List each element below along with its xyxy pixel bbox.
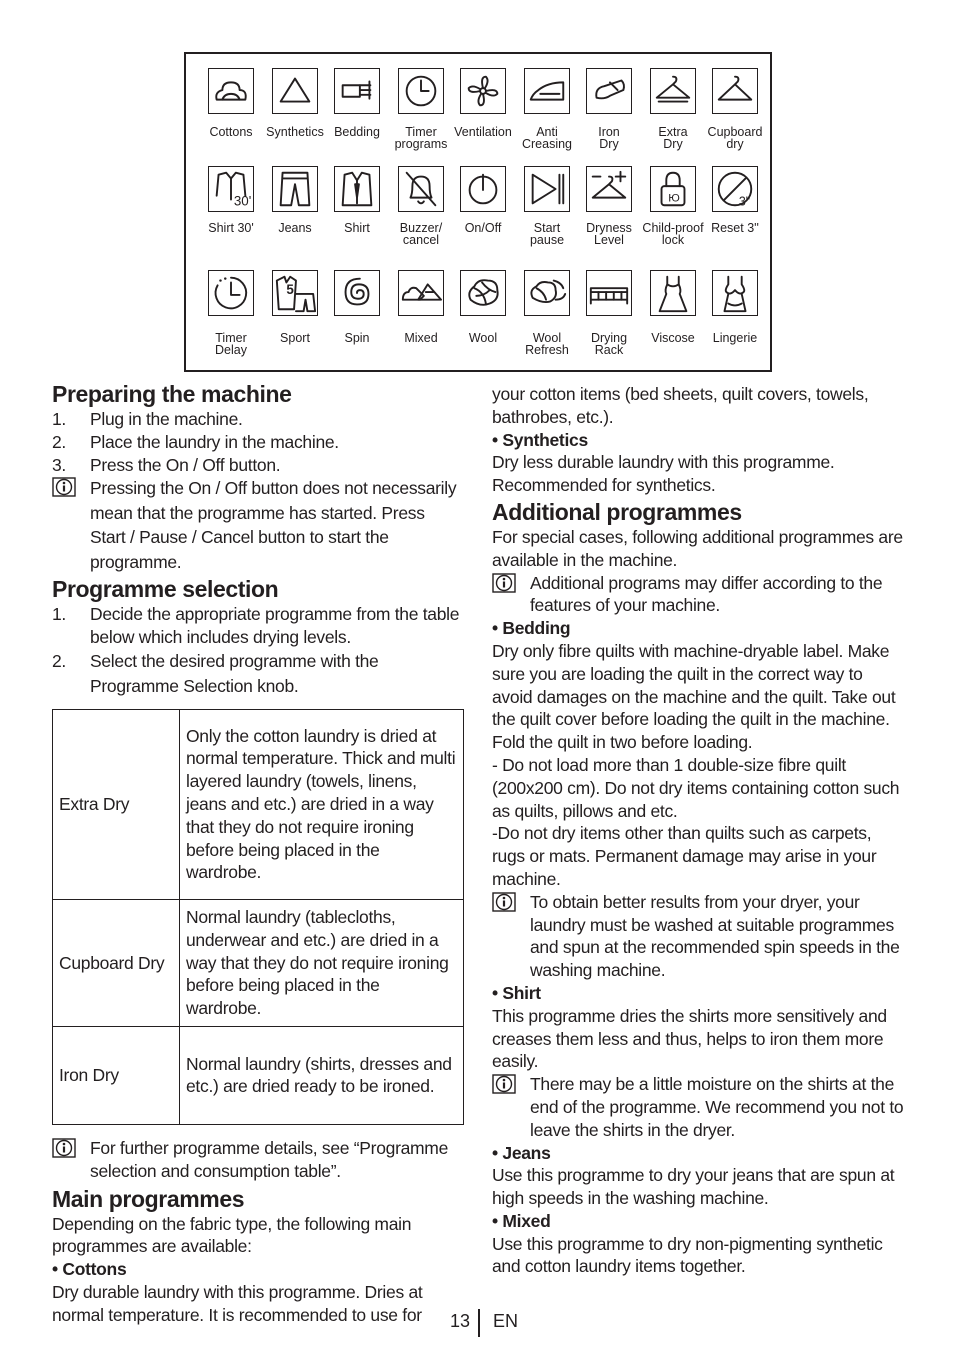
programme-icon-item (332, 68, 382, 139)
programme-icon-item (648, 68, 698, 151)
on-off-icon (460, 166, 506, 212)
bedding-text: -Do not dry items other than quilts such as carpets, rugs or mats. Permanent damage may arise in your machine. (492, 823, 877, 889)
bedding-icon (334, 68, 380, 114)
spin-icon (334, 270, 380, 316)
cupboard-dry-icon (712, 68, 758, 114)
selection-title: Programme selection (52, 576, 279, 603)
cottons-text-cont: your cotton items (bed sheets, quilt covers, towels, bathrobes, etc.). (492, 384, 869, 427)
info-icon (52, 477, 76, 497)
programme-icon-item (454, 68, 512, 139)
cottons-heading: • Cottons (52, 1259, 127, 1280)
selection-steps (52, 603, 464, 699)
icon-label: Ventilation (454, 125, 512, 139)
programme-icon-item (332, 270, 382, 345)
additional-title: Additional programmes (492, 498, 742, 525)
table-row (53, 899, 464, 1026)
programme-icon-item (270, 270, 320, 345)
bedding-heading: • Bedding (492, 618, 571, 639)
jeans-icon (272, 166, 318, 212)
bedding-text: - Do not load more than 1 double-size fibre quilt (200x200 cm). Do not dry items containing cotton such as quilts, pillows and etc. (492, 754, 900, 821)
info-icon (52, 1138, 76, 1158)
info-icon (492, 892, 516, 912)
programme-icon-item (648, 270, 698, 345)
preparing-note: Pressing the On / Off button does not necessarily mean that the programme has started. Press Start / Pause / Cancel button to start the programme. (90, 478, 457, 572)
programme-icon-item (394, 68, 448, 151)
icon-label: Start pause (529, 221, 565, 247)
drying-levels-table (52, 709, 464, 1125)
additional-note: Additional programs may differ according to the features of your machine. (530, 572, 883, 616)
programme-icon-item (584, 166, 634, 247)
table-row (53, 1026, 464, 1124)
icon-label: Spin (344, 331, 370, 345)
reset-3-icon (712, 166, 758, 212)
programme-icon-panel (184, 52, 772, 372)
lingerie-icon (712, 270, 758, 316)
icon-label: Shirt (344, 221, 370, 235)
table-cell-level: Extra Dry (53, 709, 180, 899)
icon-label: Cottons (209, 125, 253, 139)
child-lock-icon (650, 166, 696, 212)
language-code: EN (493, 1311, 519, 1331)
synthetics-icon (272, 68, 318, 114)
main-title: Main programmes (52, 1185, 245, 1212)
programme-icon-item (332, 166, 382, 235)
anti-creasing-icon (524, 68, 570, 114)
programme-icon-item (522, 270, 572, 357)
shirt-heading: • Shirt (492, 982, 541, 1003)
timer-programs-icon (398, 68, 444, 114)
preparing-title: Preparing the machine (52, 381, 292, 407)
bedding-text: Dry only fibre quilts with machine-dryable label. Make sure you are loading the quilt in the correct way to avoid damages on the machine and the quilt. Take out the quilt cover before loading the quilt in the machine. Fold the quilt in two before loading. (492, 640, 896, 753)
programme-icon-item (521, 68, 573, 151)
iron-dry-icon (586, 68, 632, 114)
programme-icon-item (396, 166, 446, 247)
info-note (492, 1073, 906, 1141)
svg-text:30': 30' (233, 193, 252, 209)
jeans-text: Use this programme to dry your jeans that are spun at high speeds in the washing machine. (492, 1165, 895, 1209)
programme-icon-item (458, 270, 508, 345)
programme-icon-item (206, 166, 256, 235)
svg-text:5: 5 (286, 281, 294, 297)
shirt-note: There may be a little moisture on the shirts at the end of the programme. We recommend you not to leave the shirts in the dryer. (530, 1074, 904, 1140)
timer-delay-icon (208, 270, 254, 316)
jeans-heading: • Jeans (492, 1142, 551, 1163)
shirt-30-icon (208, 166, 254, 212)
programme-icon-item (266, 68, 324, 139)
mixed-text: Use this programme to dry non-pigmenting synthetic and cotton laundry items together. (492, 1233, 883, 1277)
drying-rack-icon (586, 270, 632, 316)
programme-icon-item (710, 166, 760, 235)
extra-dry-icon (650, 68, 696, 114)
info-note (52, 476, 464, 574)
icon-label: Buzzer/ cancel (399, 221, 443, 247)
info-note (52, 1137, 464, 1183)
icon-label: Dryness Level (586, 221, 632, 247)
icon-label: Extra Dry (658, 125, 688, 151)
list-item: 2. Select the desired programme with the Programme Selection knob. (52, 650, 379, 696)
mixed-heading: • Mixed (492, 1210, 551, 1231)
cottons-text: Dry durable laundry with this programme. Dries at normal temperature. It is recommended to use for (52, 1281, 423, 1325)
programme-icon-item (522, 166, 572, 247)
ventilation-icon (460, 68, 506, 114)
icon-label: Timer programs (394, 125, 448, 151)
programme-icon-item (270, 166, 320, 235)
icon-label: Reset 3'' (711, 221, 759, 235)
icon-label: Anti Creasing (521, 125, 573, 151)
table-cell-desc: Only the cotton laundry is dried at normal temperature. Thick and multi layered laundry (towels, linens, jeans and etc.) are dried in a way that they do not require ironing before being placed in the wardrobe. (180, 709, 464, 899)
info-note (492, 891, 906, 982)
icon-label: Jeans (278, 221, 312, 235)
buzzer-cancel-icon (398, 166, 444, 212)
programme-icon-item (206, 270, 256, 357)
icon-label: Sport (280, 331, 310, 345)
programme-icon-item (396, 270, 446, 345)
shirt-text: This programme dries the shirts more sensitively and creases them less and thus, helps to iron them more easily. (492, 1005, 887, 1072)
table-cell-level: Cupboard Dry (53, 899, 180, 1026)
programme-icon-item (584, 270, 634, 357)
icon-label: Wool (468, 331, 498, 345)
programme-icon-item (206, 68, 256, 139)
wool-refresh-icon (524, 270, 570, 316)
table-cell-desc: Normal laundry (tablecloths, underwear and etc.) are dried in a way that they do not require ironing before being placed in the wardrobe. (180, 899, 464, 1026)
programme-icon-item (710, 270, 760, 345)
icon-label: Shirt 30' (208, 221, 254, 235)
preparing-steps (52, 408, 464, 476)
icon-label: Viscose (651, 331, 695, 345)
shirt-icon (334, 166, 380, 212)
page-number: 13 (450, 1311, 471, 1331)
icon-label: On/Off (464, 221, 502, 235)
synthetics-heading: • Synthetics (492, 429, 588, 450)
icon-label: Mixed (404, 331, 438, 345)
table-cell-level: Iron Dry (53, 1026, 180, 1124)
footer-divider (478, 1309, 480, 1337)
programme-icon-item (584, 68, 634, 151)
icon-label: Cupboard dry (707, 125, 763, 151)
start-pause-icon (524, 166, 570, 212)
table-note: For further programme details, see “Programme selection and consumption table”. (90, 1137, 449, 1181)
programme-icon-item (458, 166, 508, 235)
table-cell-desc: Normal laundry (shirts, dresses and etc.) are dried ready to be ironed. (180, 1026, 464, 1124)
programme-icon-item (707, 68, 763, 151)
list-item: 2. Place the laundry in the machine. (52, 431, 339, 452)
table-row (53, 709, 464, 899)
mixed-icon (398, 270, 444, 316)
icon-label: Child-proof lock (642, 221, 704, 247)
list-item: 1. Plug in the machine. (52, 409, 243, 429)
viscose-icon (650, 270, 696, 316)
icon-label: Drying Rack (590, 331, 628, 357)
info-icon (492, 1074, 516, 1094)
main-intro: Depending on the fabric type, the following main programmes are available: (52, 1213, 412, 1257)
synthetics-text: Dry less durable laundry with this programme. Recommended for synthetics. (492, 452, 835, 496)
info-note (492, 572, 906, 618)
icon-label: Iron Dry (598, 125, 620, 151)
svg-text:3": 3" (738, 194, 751, 209)
bedding-note: To obtain better results from your dryer, your laundry must be washed at suitable programmes and spun at the recommended spin speeds in the washing machine. (530, 891, 900, 981)
icon-label: Bedding (334, 125, 380, 139)
left-column (52, 380, 464, 1327)
cottons-icon (208, 68, 254, 114)
right-column (492, 383, 906, 1278)
icon-label: Wool Refresh (525, 331, 569, 357)
programme-icon-item (642, 166, 704, 247)
info-icon (492, 573, 516, 593)
icon-label: Lingerie (712, 331, 758, 345)
svg-text:Ю: Ю (668, 192, 680, 205)
additional-intro: For special cases, following additional programmes are available in the machine. (492, 526, 903, 570)
icon-label: Timer Delay (215, 331, 247, 357)
list-item: 3. Press the On / Off button. (52, 454, 281, 475)
icon-label: Synthetics (266, 125, 324, 139)
dryness-level-icon (586, 166, 632, 212)
list-item: 1. Decide the appropriate programme from the table below which includes drying levels. (52, 604, 460, 648)
wool-icon (460, 270, 506, 316)
sport-icon (272, 270, 318, 316)
